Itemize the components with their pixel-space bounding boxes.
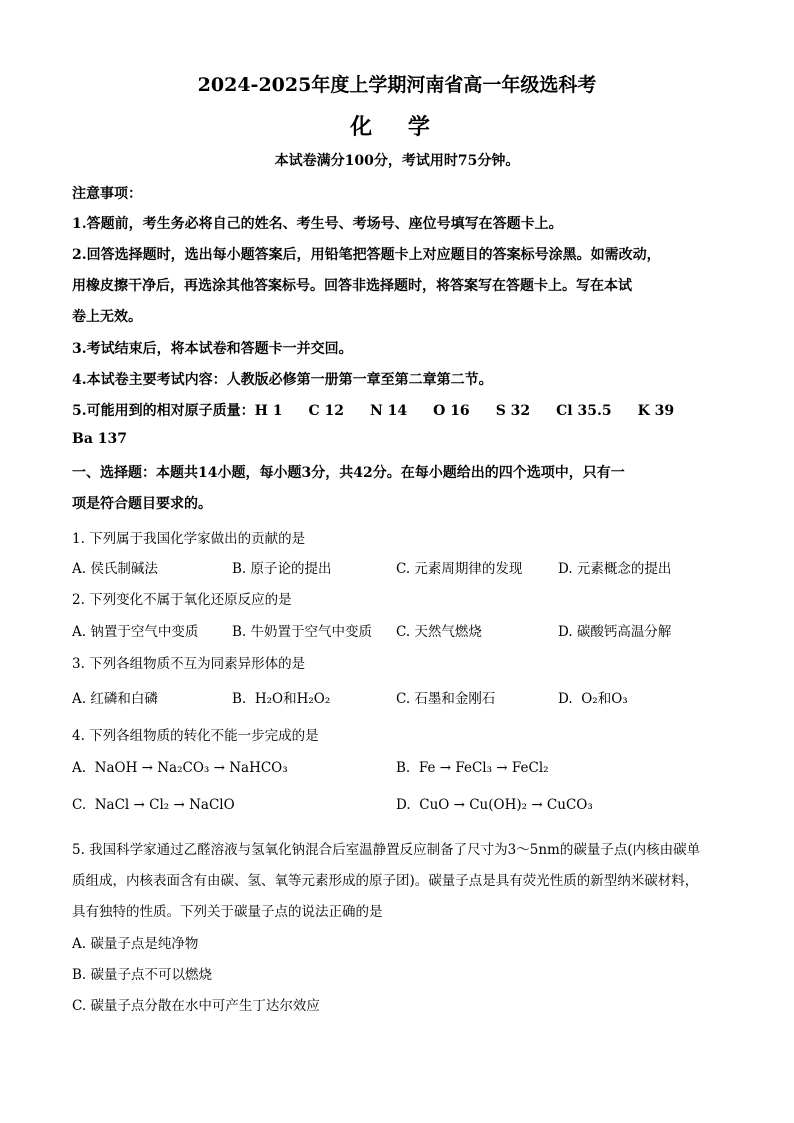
q5-stem-line-3: 具有独特的性质。下列关于碳量子点的说法正确的是 xyxy=(72,904,383,920)
q3-option-a: A. 红磷和白磷 xyxy=(72,691,158,707)
atom-o: O 16 xyxy=(433,403,470,419)
q4-option-a-formula: NaOH → Na₂CO₃ → NaHCO₃ xyxy=(94,760,288,776)
q1-option-b: B. 原子论的提出 xyxy=(232,561,332,577)
q1-option-c: C. 元素周期律的发现 xyxy=(396,561,523,577)
section1-heading: 一、选择题：本题共14小题，每小题3分，共42分。在每小题给出的四个选项中，只有一 xyxy=(72,465,625,481)
q4-option-a xyxy=(72,760,288,776)
exam-title: 2024-2025年度上学期河南省高一年级选科考 xyxy=(197,74,597,96)
q2-option-b: B. 牛奶置于空气中变质 xyxy=(232,624,373,640)
q5-stem-line-2: 质组成，内核表面含有由碳、氢、氧等元素形成的原子团)。碳量子点是具有荧光性质的新型纳米碳材料， xyxy=(72,873,699,889)
atomic-mass-label: 5.可能用到的相对原子质量： xyxy=(72,403,255,419)
section1-heading-cont: 项是符合题目要求的。 xyxy=(72,496,212,512)
q3-option-d-label: D. xyxy=(558,691,573,707)
q1-option-d: D. 元素概念的提出 xyxy=(558,561,672,577)
q4-stem: 4. 下列各组物质的转化不能一步完成的是 xyxy=(72,728,319,744)
q3-option-d xyxy=(558,687,628,707)
q5-option-b: B. 碳量子点不可以燃烧 xyxy=(72,967,213,983)
q4-option-d-formula: CuO → Cu(OH)₂ → CuCO₃ xyxy=(419,797,593,813)
q4-option-c-formula: NaCl → Cl₂ → NaClO xyxy=(94,797,235,813)
q1-stem: 1. 下列属于我国化学家做出的贡献的是 xyxy=(72,531,306,547)
q1-option-a: A. 侯氏制碱法 xyxy=(72,561,158,577)
q2-option-d: D. 碳酸钙高温分解 xyxy=(558,624,672,640)
atomic-mass-list xyxy=(255,403,675,419)
atom-s: S 32 xyxy=(495,403,531,419)
q3-option-b-label: B. xyxy=(232,691,247,707)
q3-option-b-formula: H₂O和H₂O₂ xyxy=(254,691,331,707)
subject-title: 化 学 xyxy=(350,114,444,140)
atom-c: C 12 xyxy=(308,403,344,419)
q4-option-a-label: A. xyxy=(72,760,87,776)
notice-item-3: 3.考试结束后，将本试卷和答题卡一并交回。 xyxy=(72,341,353,357)
q4-option-d xyxy=(396,797,593,813)
atom-h: H 1 xyxy=(254,403,283,419)
notice-item-2: 2.回答选择题时，选出每小题答案后，用铅笔把答题卡上对应题目的答案标号涂黑。如需改动， xyxy=(72,247,661,263)
q5-option-c: C. 碳量子点分散在水中可产生丁达尔效应 xyxy=(72,998,320,1014)
q3-option-d-formula: O₂和O₃ xyxy=(581,691,628,707)
q4-option-c-label: C. xyxy=(72,797,87,813)
atomic-mass-line xyxy=(72,400,674,420)
q5-stem-line-1: 5. 我国科学家通过乙醛溶液与氢氧化钠混合后室温静置反应制备了尺寸为3～5nm的碳量子点(内核由碳单 xyxy=(72,842,701,858)
q5-option-a: A. 碳量子点是纯净物 xyxy=(72,936,199,952)
q4-option-b-label: B. xyxy=(396,760,411,776)
notice-item-4: 4.本试卷主要考试内容：人教版必修第一册第一章至第二章第二节。 xyxy=(72,372,493,388)
q3-stem: 3. 下列各组物质不互为同素异形体的是 xyxy=(72,656,306,672)
q4-option-c xyxy=(72,797,235,813)
q4-option-d-label: D. xyxy=(396,797,411,813)
exam-info: 本试卷满分100分，考试用时75分钟。 xyxy=(274,153,520,169)
atom-n: N 14 xyxy=(369,403,408,419)
q3-option-c: C. 石墨和金刚石 xyxy=(396,691,496,707)
atom-ba: Ba 137 xyxy=(72,431,128,447)
notice-item-2-cont2: 卷上无效。 xyxy=(72,309,142,325)
q4-option-b xyxy=(396,760,549,776)
notice-item-2-cont: 用橡皮擦干净后，再选涂其他答案标号。回答非选择题时，将答案写在答题卡上。写在本试 xyxy=(72,278,632,294)
q2-option-c: C. 天然气燃烧 xyxy=(396,624,482,640)
atom-cl: Cl 35.5 xyxy=(556,403,612,419)
notice-item-1: 1.答题前，考生务必将自己的姓名、考生号、考场号、座位号填写在答题卡上。 xyxy=(72,216,563,232)
q2-option-a: A. 钠置于空气中变质 xyxy=(72,624,199,640)
q3-option-b xyxy=(232,687,330,707)
atom-k: K 39 xyxy=(637,403,675,419)
notice-heading: 注意事项： xyxy=(72,186,142,202)
q4-option-b-formula: Fe → FeCl₃ → FeCl₂ xyxy=(418,760,549,776)
q2-stem: 2. 下列变化不属于氧化还原反应的是 xyxy=(72,592,292,608)
